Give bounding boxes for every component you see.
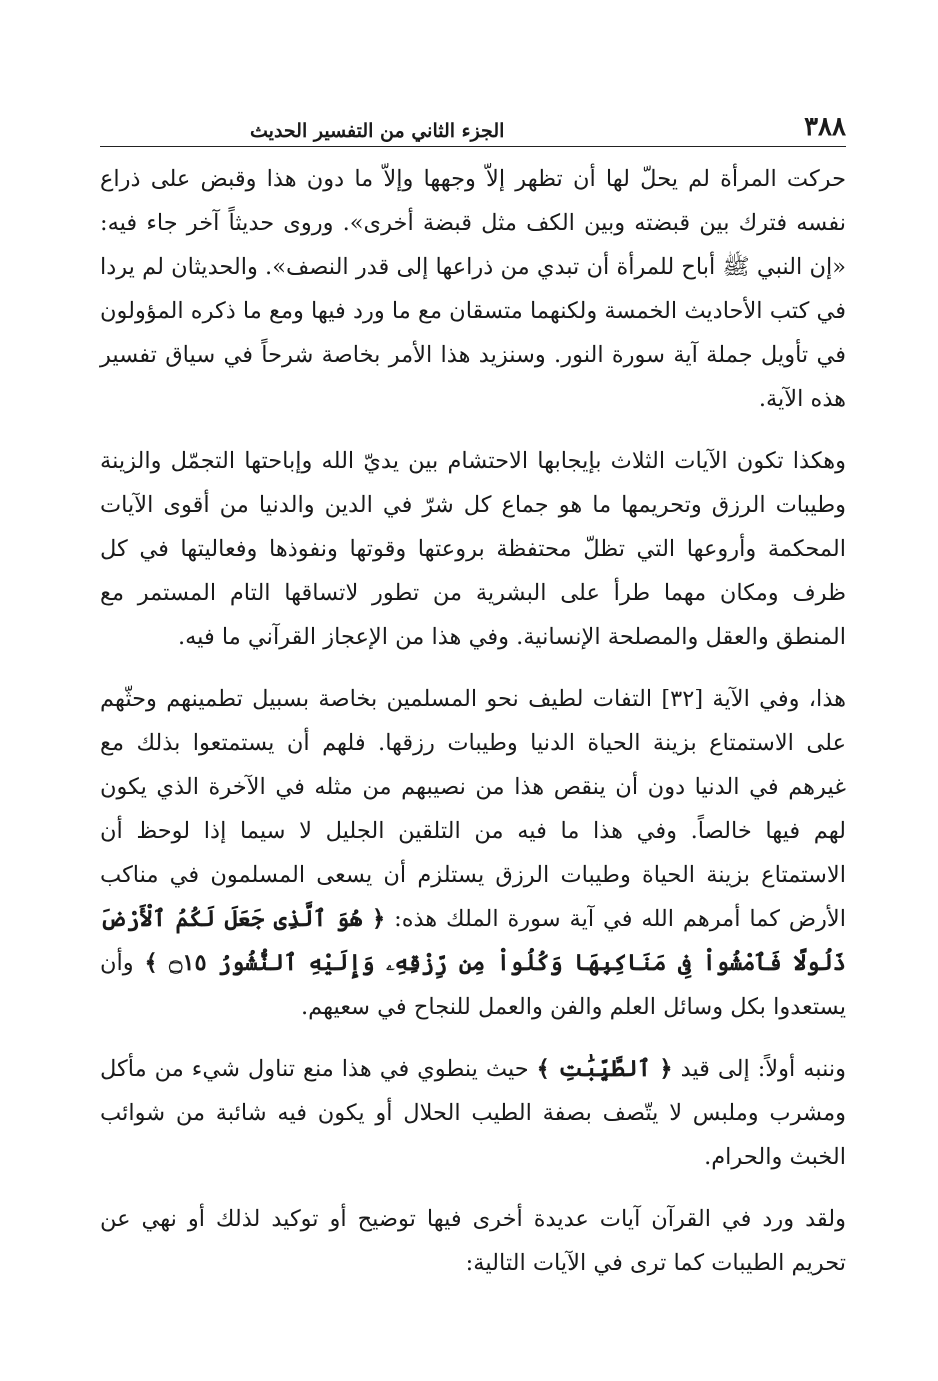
running-header-title: الجزء الثاني من التفسير الحديث xyxy=(250,120,505,142)
quran-verse-al-mulk: ﴿ هُوَ ٱلَّذِى جَعَلَ لَكُمُ ٱلْأَرْضَ ذَلُولًا فَٱمْشُواْ فِى مَنَاكِبِهَا وَكُلُواْ مِن رِّزْقِهِۦ وَإِلَيْهِ ٱلنُّشُورُ ۝١٥ ﴾ xyxy=(100,906,846,976)
page-number: ٣٨٨ xyxy=(804,112,846,142)
paragraph-3-text-before: هذا، وفي الآية [٣٢] التفات لطيف نحو المسلمين بخاصة بسبيل تطمينهم وحثّهم على الاستمتاع بزينة الحياة الدنيا وطيبات رزقها. فلهم أن يستمتعوا بذلك مع غيرهم في الدنيا دون أن ينقص هذا من نصيبهم من مثله في الآخرة الذي يكون لهم فيها خالصاً. وفي هذا ما فيه من التلقين الجليل لا سيما إذا لوحظ أن الاستمتاع بزينة الحياة وطيبات الرزق يستلزم أن يسعى المسلمون في مناكب الأرض كما أمرهم الله في آية سورة الملك هذه: xyxy=(100,686,846,932)
paragraph-4-text-before: وننبه أولاً: إلى قيد xyxy=(672,1056,846,1082)
body-text xyxy=(100,157,846,1285)
paragraph-4 xyxy=(100,1047,846,1179)
paragraph-1: حركت المرأة لم يحلّ لها أن تظهر إلاّ وجهها وإلاّ ما دون هذا وقبض على ذراع نفسه فترك بين قبضته وبين الكف مثل قبضة أخرى». وروى حديثاً آخر جاء فيه: «إن النبي ﷺ أباح للمرأة أن تبدي من ذراعها إلى قدر النصف». والحديثان لم يردا في كتب الأحاديث الخمسة ولكنهما متسقان مع ما ورد فيها ومع ما ذكره المؤولون في تأويل جملة آية سورة النور. وسنزيد هذا الأمر بخاصة شرحاً في سياق تفسير هذه الآية. xyxy=(100,166,846,412)
paragraph-5: ولقد ورد في القرآن آيات عديدة أخرى فيها توضيح أو توكيد لذلك أو نهي عن تحريم الطيبات كما ترى في الآيات التالية: xyxy=(100,1206,846,1276)
book-page xyxy=(100,104,846,1341)
paragraph-4-text-after: حيث ينطوي في هذا منع تناول شيء من مأكل ومشرب وملبس لا يتّصف بصفة الطيب الحلال أو يكون فيه شائبة من شوائب الخبث والحرام. xyxy=(100,1056,846,1170)
paragraph-3-text-after: وأن يستعدوا بكل وسائل العلم والفن والعمل للنجاح في سعيهم. xyxy=(100,950,846,1020)
running-header xyxy=(100,104,846,147)
quran-word-tayyibat: ﴿ ٱلطَّيِّبَٰتِ ﴾ xyxy=(536,1056,673,1082)
paragraph-2: وهكذا تكون الآيات الثلاث بإيجابها الاحتشام بين يديّ الله وإباحتها التجمّل والزينة وطيبات الرزق وتحريمها ما هو جماع كل شرّ في الدين والدنيا من أقوى الآيات المحكمة وأروعها التي تظلّ محتفظة بروعتها وقوتها ونفوذها وفعاليتها في كل ظرف ومكان مهما طرأ على البشرية من تطور لاتساقها التام المستمر مع المنطق والعقل والمصلحة الإنسانية. وفي هذا من الإعجاز القرآني ما فيه. xyxy=(100,448,846,650)
paragraph-3 xyxy=(100,677,846,1029)
